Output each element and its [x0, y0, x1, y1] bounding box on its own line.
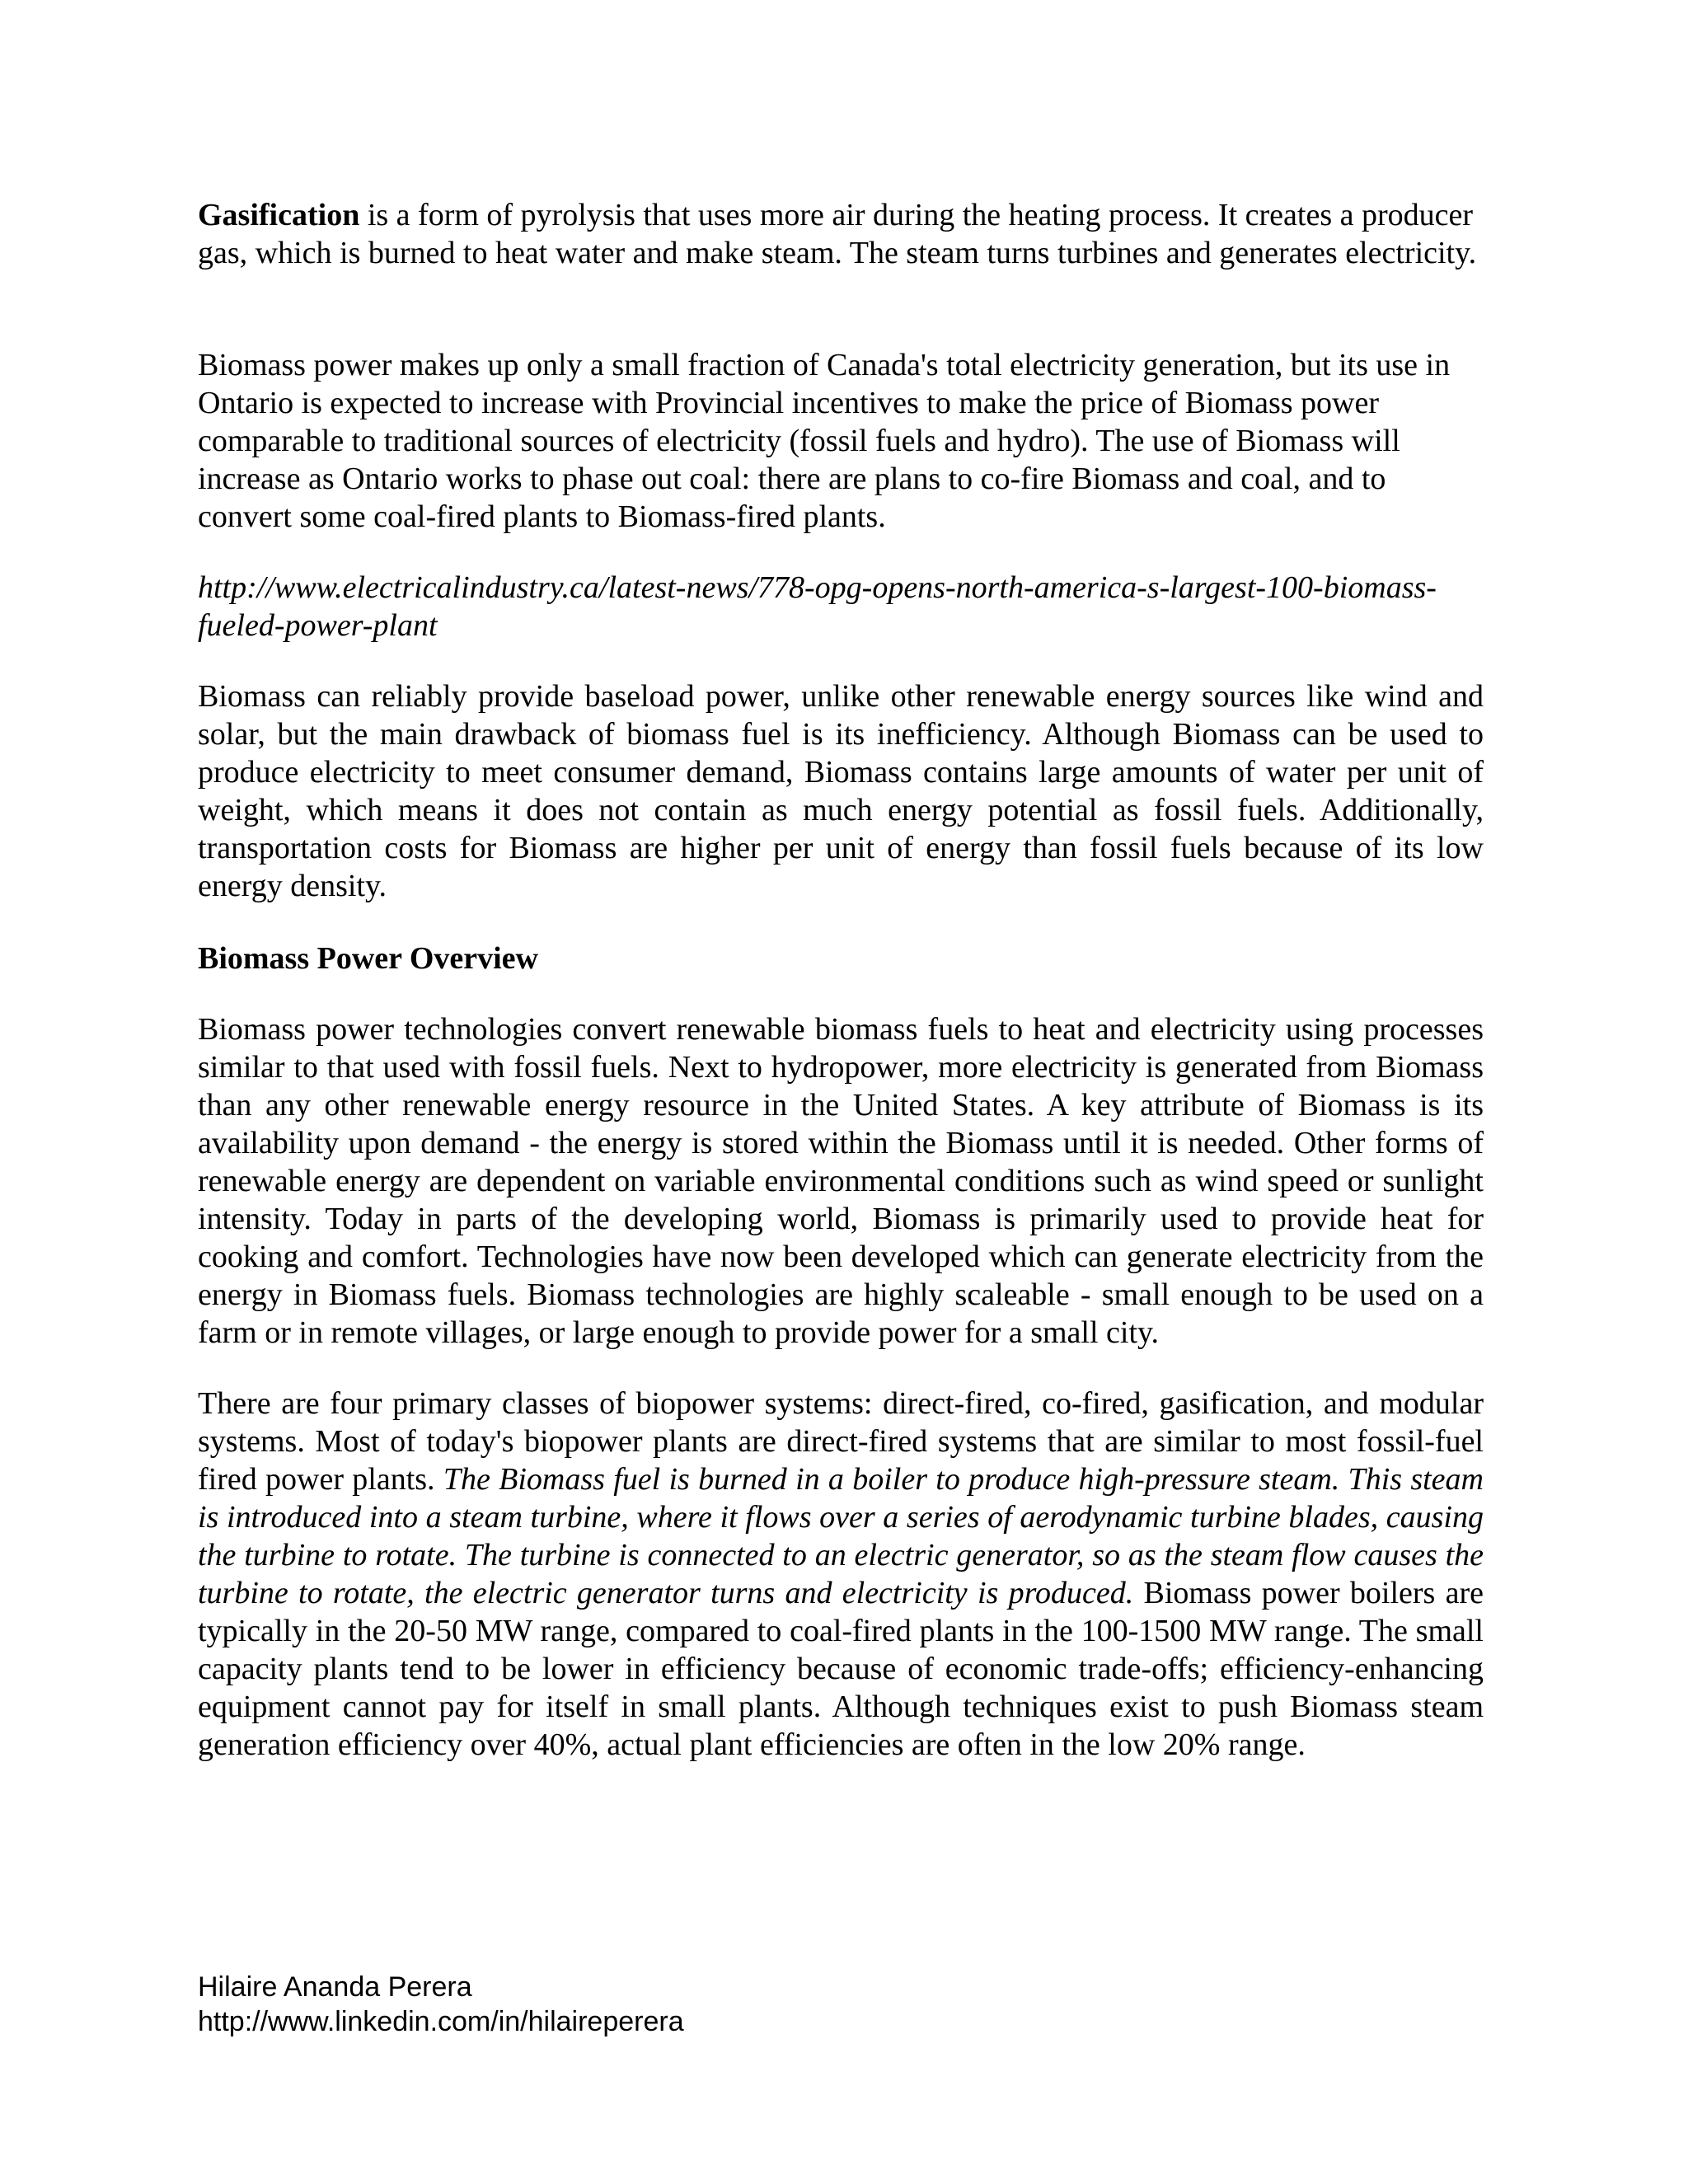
classes-rest: Biomass power boilers are typically in the 20-50 MW range, compared to coal-fired plants in the 100-1500 MW range. The small capacity plants tend to be lower in efficiency because of economic trade-offs; efficiency-enhancing equipment cannot pay for itself in small plants. Although techniques exist to push Biomass steam generation efficiency over 40%, actual plant efficiencies are often in the low 20% range.: [198, 1576, 1484, 1762]
paragraph-classes: [198, 1385, 1484, 1764]
gasification-term: Gasification: [198, 198, 360, 232]
paragraph-overview: Biomass power technologies convert renewable biomass fuels to heat and electricity using processes similar to that used with fossil fuels. Next to hydropower, more electricity is generated from Biomass than any other renewable energy resource in the United States. A key attribute of Biomass is its availability upon demand - the energy is stored within the Biomass until it is needed. Other forms of renewable energy are dependent on variable environmental conditions such as wind speed or sunlight intensity. Today in parts of the developing world, Biomass is primarily used to provide heat for cooking and comfort. Technologies have now been developed which can generate electricity from the energy in Biomass fuels. Biomass technologies are highly scaleable - small enough to be used on a farm or in remote villages, or large enough to provide power for a small city.: [198, 1012, 1484, 1350]
footer-author: Hilaire Ananda Perera: [198, 1971, 472, 2003]
paragraph-canada: Biomass power makes up only a small fraction of Canada's total electricity generation, but its use in Ontario is expected to increase with Provincial incentives to make the price of Biomass power comparable to traditional sources of electricity (fossil fuels and hydro). The use of Biomass will increase as Ontario works to phase out coal: there are plans to co-fire Biomass and coal, and to convert some coal-fired plants to Biomass-fired plants.: [198, 348, 1451, 534]
paragraph-baseload: Biomass can reliably provide baseload power, unlike other renewable energy sources like wind and solar, but the main drawback of biomass fuel is its inefficiency. Although Biomass can be used to produce electricity to meet consumer demand, Biomass contains large amounts of water per unit of weight, which means it does not contain as much energy potential as fossil fuels. Additionally, transportation costs for Biomass are higher per unit of energy than fossil fuels because of its low energy density.: [198, 679, 1484, 903]
classes-intro: There are four primary classes of biopower systems: direct-fired, co-fired, gasification, and modular systems. Most of today's biopower plants are direct-fired systems that are similar to most fossil-fuel fired power plants.: [198, 1386, 1484, 1497]
paragraph-gasification: [198, 196, 1484, 272]
document-body: [198, 196, 1484, 1764]
classes-italic: The Biomass fuel is burned in a boiler to produce high-pressure steam. This steam is introduced into a steam turbine, where it flows over a series of aerodynamic turbine blades, causing the turbine to rotate. The turbine is connected to an electric generator, so as the steam flow causes the turbine to rotate, the electric generator turns and electricity is produced.: [198, 1462, 1484, 1610]
footer: [198, 1970, 684, 2039]
section-heading-overview: Biomass Power Overview: [198, 941, 538, 976]
footer-url: http://www.linkedin.com/in/hilaireperera: [198, 2006, 684, 2037]
gasification-text: is a form of pyrolysis that uses more air during the heating process. It creates a producer gas, which is burned to heat water and make steam. The steam turns turbines and generates electricity.: [198, 198, 1477, 270]
source-link: http://www.electricalindustry.ca/latest-news/778-opg-opens-north-america-s-largest-100-biomass-fueled-power-plant: [198, 570, 1437, 643]
